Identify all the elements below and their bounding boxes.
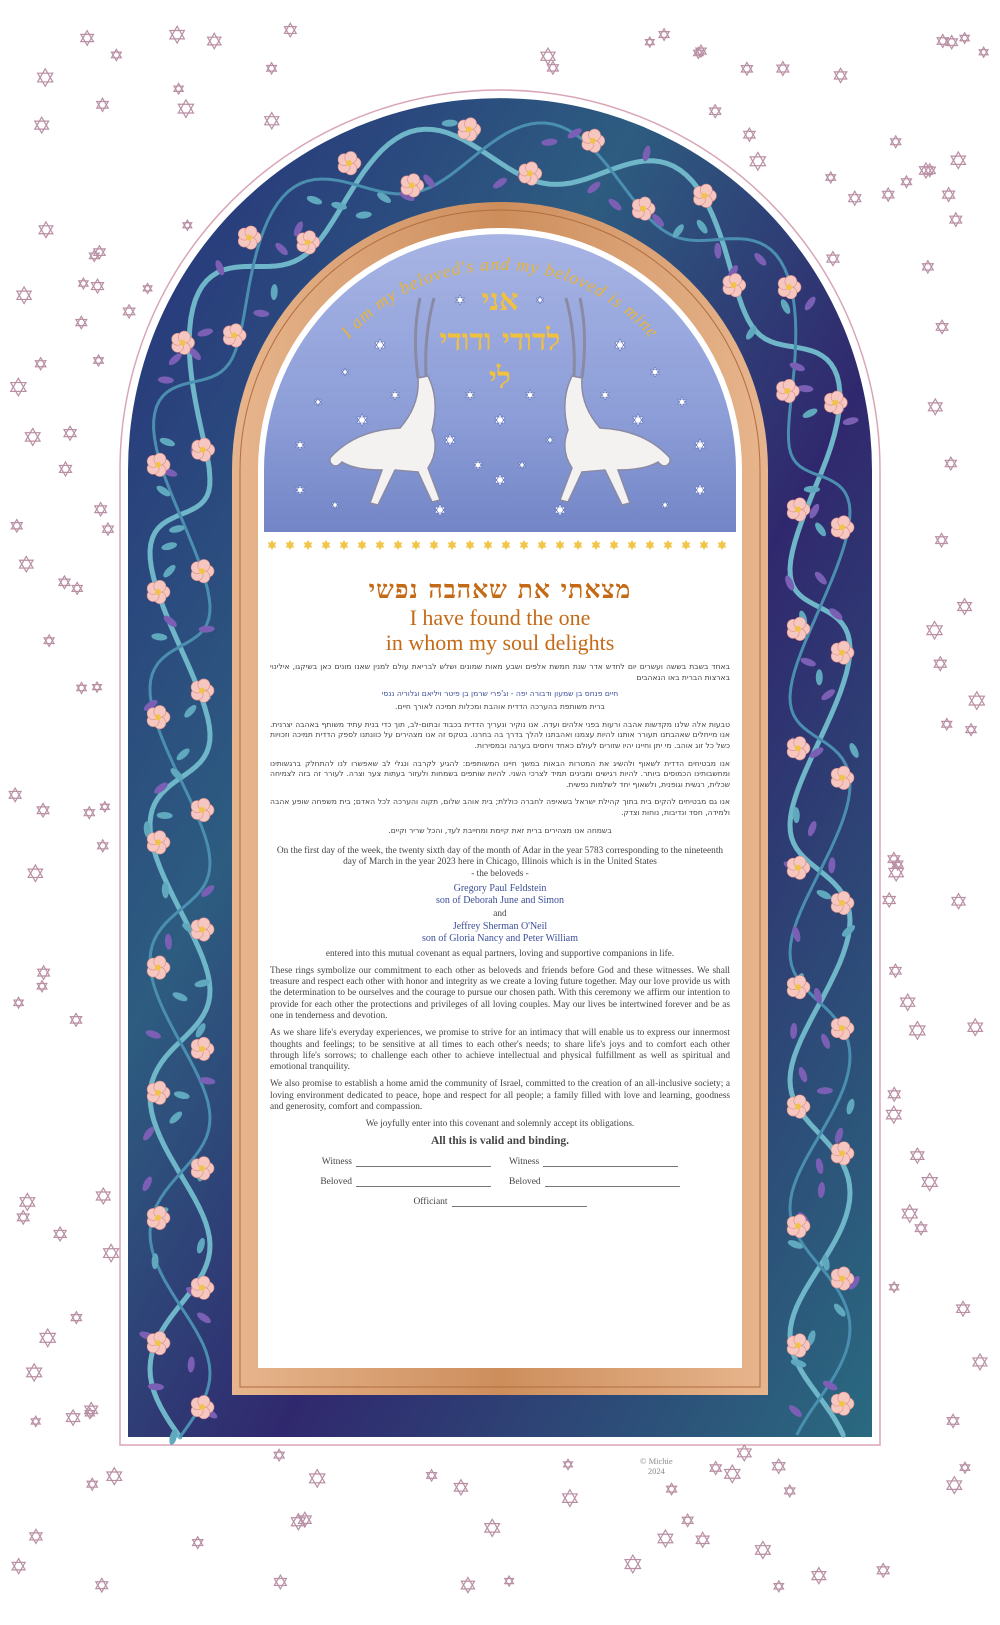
star-icon <box>17 1211 29 1225</box>
hebrew-heading: מצאתי את שאהבה נפשי <box>368 575 632 604</box>
star-icon <box>454 1480 467 1495</box>
star-icon <box>77 683 86 694</box>
star-icon <box>111 49 121 60</box>
star-icon <box>947 1414 959 1427</box>
star-icon <box>274 1449 284 1461</box>
star-icon <box>37 803 49 817</box>
star-icon <box>922 261 933 273</box>
star-icon <box>911 1148 924 1163</box>
hebrew-opening: באחד בשבת בששה ועשרים יום לחדש אדר שנת חמשת אלפים ושבע מאות שמונים ושלש לבריאת עולם למנין שאנו מונים כאן בשיקגו, אילינוי בארצות הברית באו הנאהבים <box>270 662 730 682</box>
hebrew-arch-line-2: לדודי ודודי <box>439 323 561 358</box>
beloved-signatures <box>270 1177 730 1187</box>
star-icon <box>87 1478 97 1490</box>
star-icon <box>12 1559 25 1574</box>
star-icon <box>958 599 972 615</box>
star-icon <box>883 893 895 907</box>
star-icon <box>35 117 49 133</box>
star-icon <box>178 100 193 118</box>
star-icon <box>98 840 108 852</box>
beloved-signature-line-2[interactable] <box>545 1177 680 1187</box>
star-icon <box>31 1416 40 1426</box>
star-icon <box>927 621 942 639</box>
hebrew-paragraph-4: אנו גם מבטיחים להקים בית בתוך קהילת ישראל בשאיפה לחברה כוללת; בית אוהב שלום, תקוה והערכה לכל האדם; בית משפחה שופע אהבה ולמידה, חסד ונדיבות, נוחות וצדק. <box>270 797 730 817</box>
star-icon <box>563 1490 578 1507</box>
star-icon <box>960 1462 969 1473</box>
star-icon <box>40 1329 55 1347</box>
star-icon <box>957 1301 970 1316</box>
star-icon <box>658 1530 673 1547</box>
star-icon <box>20 556 33 572</box>
star-icon <box>891 136 901 148</box>
star-icon <box>123 305 134 318</box>
witness-label-1: Witness <box>321 1156 352 1167</box>
star-icon <box>659 29 669 41</box>
english-paragraph-1: These rings symbolize our commitment to each other as beloveds and friends before God and these witnesses. We shall treasure and respect each other with honor and integrity as we create a loving future together. May our love provide us with the determination to be ourselves and the courage to pursue our chosen path. With this ceremony we affirm our intention to provide for each other the protections and privileges of all loving couples. May our lives be intertwined forever and be as one in tenderness and devotion. <box>270 965 730 1021</box>
star-icon <box>14 997 23 1008</box>
star-icon <box>645 37 654 47</box>
star-icon <box>966 724 976 736</box>
witness-signature-line-2[interactable] <box>543 1157 678 1167</box>
star-icon <box>915 1222 926 1235</box>
star-icon <box>969 692 984 710</box>
star-icon <box>170 26 184 43</box>
beloved-signature-line-1[interactable] <box>356 1177 491 1187</box>
star-icon <box>936 533 948 547</box>
star-icon <box>934 657 946 671</box>
hebrew-paragraph-5: בשמחה אנו מצהירים ברית זאת קיימת ומחייבת לעד, והכל שריר וקיים. <box>388 825 612 835</box>
english-heading-line-2: in whom my soul delights <box>385 630 615 655</box>
star-icon <box>84 807 94 819</box>
star-icon <box>461 1577 474 1592</box>
star-icon <box>64 426 76 440</box>
beloved-name-1: Gregory Paul Feldstein <box>453 883 547 895</box>
star-icon <box>427 1470 437 1481</box>
star-icon <box>27 1364 42 1381</box>
star-icon <box>877 1563 889 1577</box>
officiant-signature-line[interactable] <box>452 1197 587 1207</box>
star-icon <box>100 802 109 812</box>
star-icon <box>93 682 102 692</box>
star-icon <box>37 981 47 992</box>
star-icon <box>59 462 71 476</box>
star-icon <box>564 1459 573 1469</box>
star-icon <box>625 1555 640 1573</box>
star-icon <box>774 1581 783 1592</box>
hebrew-paragraph-1: ברית משותפת בהערכה הדדית אוהבת ומכלות תמיכה לאורך חיים. <box>395 702 605 712</box>
english-paragraph-3: We also promise to establish a home amid the community of Israel, committed to the creation of an all-inclusive society; a loving environment dedicated to peace, hope and respect for all people; a family filled with love and learning, goodness and generosity, comfort and compassion. <box>270 1079 730 1113</box>
star-icon <box>17 287 31 304</box>
star-icon <box>710 1462 721 1475</box>
ketubah-text <box>270 575 730 1207</box>
star-icon <box>20 1193 35 1210</box>
star-icon <box>910 1022 925 1040</box>
star-icon <box>76 316 87 328</box>
star-icon <box>174 83 183 94</box>
star-icon <box>667 1483 677 1494</box>
star-icon <box>183 220 192 230</box>
hebrew-paragraph-3: אנו מבטיחים הדדית לשאוף ולהשיג את המטרות הבאות במשך חיינו המשותפים: להגיע לקרבה ונגלי לב שאפשרו לנו להתחלק ברגשותינו ומחשבותינו הכמוסים ביותר. להיות רגישים ומבינים תמיד לצרכי השני. להיות שותפים בשמחות ולעזור בעתות צער וצרה. לעורר זה בזה לצמיחה שכלית, רגשית וגופנית, ולשאוף יחד לשלמות נפשית. <box>270 758 730 789</box>
officiant-label: Officiant <box>413 1196 448 1207</box>
star-icon <box>947 1477 962 1494</box>
beloveds-label: - the beloveds - <box>471 868 529 879</box>
leaf-icon <box>804 486 820 493</box>
star-icon <box>890 964 901 977</box>
star-icon <box>744 128 755 141</box>
valid-binding-statement: All this is valid and binding. <box>430 1134 570 1147</box>
star-icon <box>682 1514 693 1526</box>
star-icon <box>886 1106 901 1123</box>
star-icon <box>696 1532 709 1547</box>
star-icon <box>107 1468 122 1485</box>
star-icon <box>973 1354 987 1370</box>
english-paragraph-4: We joyfully enter into this covenant and solemnly accept its obligations. <box>365 1119 635 1130</box>
star-icon <box>267 63 277 74</box>
star-icon <box>960 33 969 44</box>
star-icon <box>812 1568 826 1584</box>
star-icon <box>96 1188 110 1204</box>
and-label: and <box>493 908 507 919</box>
star-icon <box>95 503 107 516</box>
star-icon <box>81 31 94 46</box>
star-icon <box>952 894 965 909</box>
star-icon <box>274 1575 286 1589</box>
star-icon <box>79 278 88 289</box>
beloved-label-1: Beloved <box>320 1176 352 1187</box>
covenant-statement: entered into this mutual covenant as equal partners, loving and supportive companions in life. <box>325 948 675 959</box>
artist-signature <box>640 1456 673 1476</box>
star-icon <box>928 399 942 415</box>
star-icon <box>888 1087 900 1101</box>
star-icon <box>922 1173 937 1190</box>
star-icon <box>901 994 915 1010</box>
star-icon <box>772 1459 784 1473</box>
star-icon <box>951 152 965 169</box>
witness-label-2: Witness <box>509 1156 540 1167</box>
star-icon <box>942 719 952 730</box>
witness-signatures <box>270 1157 730 1167</box>
star-icon <box>485 1519 500 1536</box>
officiant-signature <box>270 1197 730 1207</box>
star-icon <box>35 358 46 370</box>
star-icon <box>777 62 789 76</box>
star-icon <box>902 1205 917 1222</box>
star-icon <box>11 520 22 533</box>
star-icon <box>143 283 152 293</box>
star-icon <box>72 582 82 594</box>
star-icon <box>39 222 53 238</box>
copyright-line: © Michie <box>640 1456 673 1466</box>
star-icon <box>104 1244 119 1261</box>
witness-signature-line-1[interactable] <box>356 1157 491 1167</box>
star-icon <box>38 69 53 86</box>
star-icon <box>28 865 42 882</box>
beloved-name-2: Jeffrey Sherman O'Neil <box>452 920 548 932</box>
star-icon <box>725 1465 740 1483</box>
star-icon <box>834 68 846 82</box>
beloved-parents-2: son of Gloria Nancy and Peter William <box>421 933 579 945</box>
arch-inscription: I am my beloved's and my beloved is mine <box>336 253 664 342</box>
star-icon <box>59 576 70 589</box>
star-icon <box>741 62 752 75</box>
star-icon <box>827 252 839 266</box>
star-icon <box>505 1576 514 1586</box>
star-icon <box>310 1470 325 1488</box>
star-icon <box>11 378 26 396</box>
star-icon <box>44 635 54 646</box>
star-icon <box>208 33 221 48</box>
star-icon <box>265 113 279 129</box>
star-icon <box>9 788 21 802</box>
leaf-icon <box>816 669 823 685</box>
star-icon <box>30 1529 42 1543</box>
star-icon <box>54 1227 66 1241</box>
star-icon <box>882 188 893 201</box>
star-icon <box>943 188 955 202</box>
star-icon <box>737 1445 751 1461</box>
star-icon <box>785 1485 795 1497</box>
star-icon <box>945 457 956 470</box>
star-icon <box>950 213 962 227</box>
star-icon <box>94 355 104 366</box>
star-icon <box>968 1019 982 1036</box>
hebrew-arch-line-3: לי <box>489 361 511 396</box>
english-paragraph-2: As we share life's everyday experiences, we promise to strive for an intimacy that will enable us to express our innermost thoughts and feelings; to be sensitive at all times to each other's needs; to share life's joys and to comfort each other through life's sorrows; to challenge each other to achieve intellectual and physical fulfillment as well as spiritual and emotional tranquility. <box>270 1028 730 1073</box>
hebrew-arch-line-1: אני <box>481 283 519 318</box>
star-icon <box>91 279 103 293</box>
star-icon <box>70 1013 81 1026</box>
star-icon <box>38 966 50 980</box>
star-icon <box>849 191 861 205</box>
star-icon <box>103 523 114 535</box>
hebrew-paragraph-2: טבעות אלה שלנו מקדשות אהבה ורעות בפני אלהים ועדה. אנו נוקיר ונעריך הדדית בכבוד ובתום-לב, תוך כדי בנית עתיד משותף באהבה יצרנית. אנו מייחלים שאהבתנו תעורר אותנו להיות עצמנו ואהבתנו להלך בדרך בה בחרנו. בטקס זה אנו מצהירים על כוונתנו לספק הדדית תמיכה וזכויות כשל כל זוג אוהב. מי יתן וחיינו יהיו שזורים לעולם כאחד ויחסים בערגה ובמסירות. <box>270 719 730 750</box>
hebrew-names: חיים פנחס בן שמעון ודבורה יפה - וג'פרי שרמן בן פיטר ויליאם וגלוריה ננסי <box>381 689 619 699</box>
star-icon <box>193 1537 203 1549</box>
beloved-parents-1: son of Deborah June and Simon <box>435 895 565 907</box>
star-icon <box>97 98 109 111</box>
star-icon <box>979 47 988 57</box>
english-opening: On the first day of the week, the twenty sixth day of the month of Adar in the year 5783 corresponding to the nineteenth day of March in the year 2023 here in Chicago, Illinois which is in the United States <box>276 846 724 868</box>
copyright-year: 2024 <box>647 1466 665 1476</box>
star-icon <box>96 1578 108 1592</box>
star-icon <box>901 176 911 188</box>
star-icon <box>25 428 40 445</box>
beloved-label-2: Beloved <box>509 1176 541 1187</box>
star-icon <box>755 1541 770 1558</box>
star-icon <box>750 152 765 170</box>
star-icon <box>71 1312 81 1324</box>
star-icon <box>284 23 296 37</box>
english-heading-line-1: I have found the one <box>409 605 591 630</box>
star-icon <box>66 1410 79 1425</box>
star-icon <box>936 320 948 333</box>
star-icon <box>890 1282 899 1293</box>
star-icon <box>710 105 721 118</box>
star-icon <box>826 172 836 183</box>
